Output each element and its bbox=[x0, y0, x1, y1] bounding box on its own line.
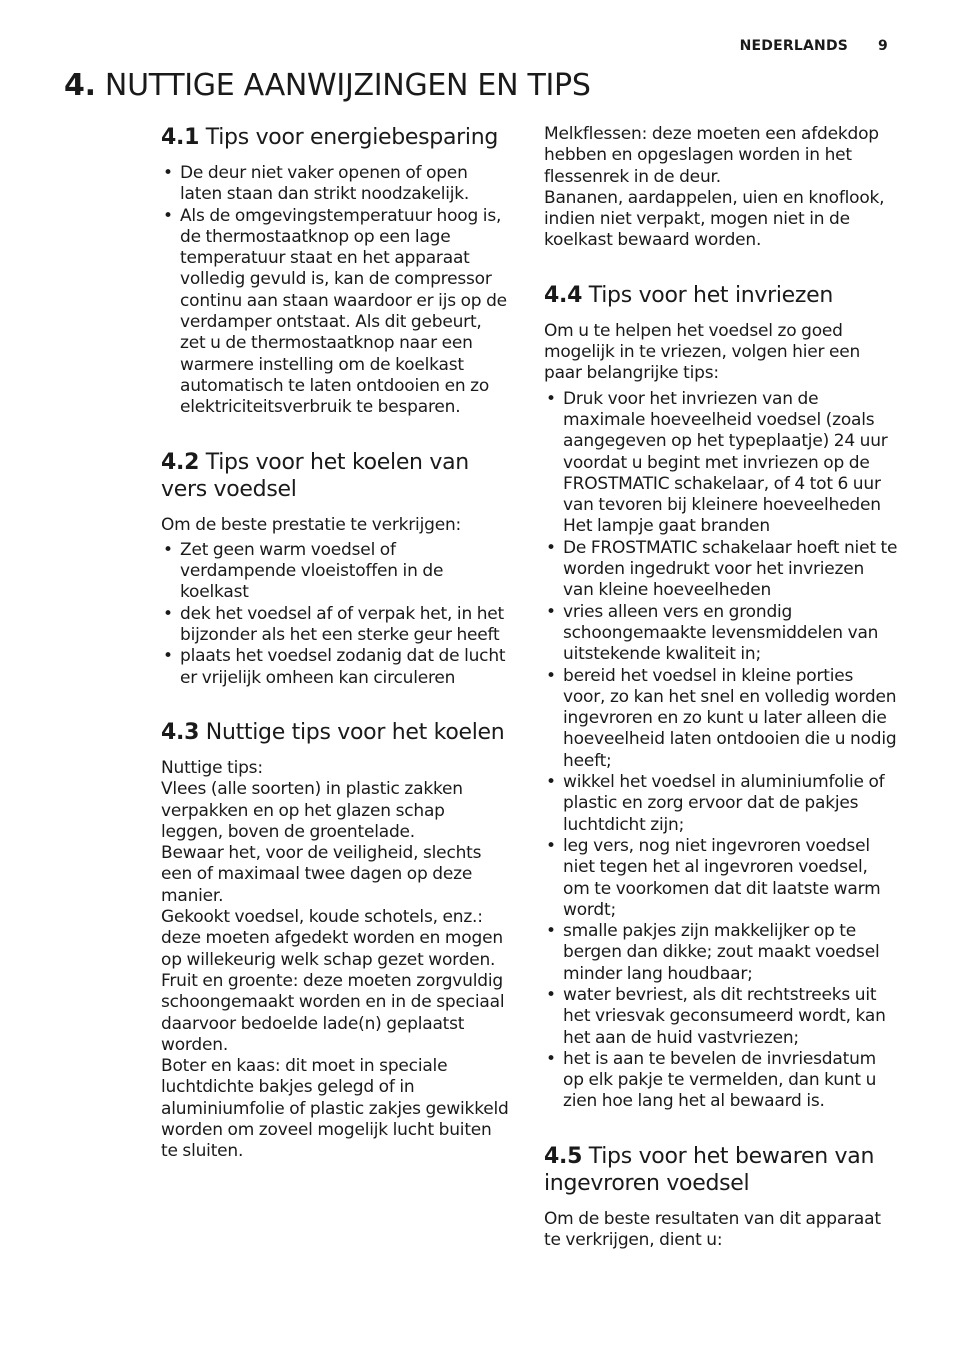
section-fresh-food bbox=[161, 449, 511, 689]
section-title: Tips voor het koelen van vers voedsel bbox=[161, 449, 469, 502]
list-item: • smalle pakjes zijn makkelijker op te bergen dan dikke; zout maakt voedsel minder lang houdbaar; bbox=[544, 921, 899, 985]
left-column bbox=[161, 124, 511, 1193]
section-cooling-tips-continued bbox=[544, 124, 899, 252]
section-title: Nuttige tips voor het koelen bbox=[205, 719, 505, 745]
section-number: 4.1 bbox=[161, 125, 200, 150]
page-number: 9 bbox=[878, 38, 888, 54]
section-title: Tips voor energiebesparing bbox=[205, 125, 499, 150]
bullet-list bbox=[544, 389, 899, 1113]
chapter-number: 4. bbox=[64, 68, 96, 103]
paragraph: Vlees (alle soorten) in plastic zakken verpakken en op het glazen schap leggen, boven de groentelade. bbox=[161, 779, 463, 842]
list-item: • dek het voedsel af of verpak het, in het bijzonder als het een sterke geur heeft bbox=[161, 604, 511, 647]
section-heading bbox=[161, 124, 511, 151]
page-header bbox=[740, 38, 888, 54]
section-number: 4.5 bbox=[544, 1143, 583, 1169]
list-item: • Als de omgevingstemperatuur hoog is, de thermostaatknop op een lage temperatuur staat en het apparaat volledig gevuld is, kan de compressor continu aan staan waardoor er ijs op de verdamper ontstaat. Als dit gebeurt, zet u de thermostaatknop naar een warmere instelling om de koelkast automatisch te laten ontdooien en zo elektriciteitsverbruik te besparen. bbox=[161, 206, 511, 419]
section-heading bbox=[161, 449, 511, 503]
section-intro: Om u te helpen het voedsel zo goed mogelijk in te vriezen, volgen hier een paar belangrijke tips: bbox=[544, 320, 861, 384]
paragraph: Bewaar het, voor de veiligheid, slechts een of maximaal twee dagen op deze manier. bbox=[161, 843, 482, 906]
section-cooling-tips bbox=[161, 719, 511, 1163]
section-storing-frozen bbox=[544, 1143, 899, 1252]
bullet-list bbox=[161, 163, 511, 419]
chapter-title bbox=[64, 68, 591, 103]
bullet-list bbox=[161, 540, 511, 689]
list-item: • vries alleen vers en grondig schoongemaakte levensmiddelen van uitstekende kwaliteit in; bbox=[544, 602, 899, 666]
section-number: 4.4 bbox=[544, 282, 583, 308]
list-item: • bereid het voedsel in kleine porties voor, zo kan het snel en volledig worden ingevroren en zo kunt u later alleen die hoeveelheid laten ontdooien die u nodig heeft; bbox=[544, 666, 899, 772]
paragraph: Nuttige tips: bbox=[161, 757, 263, 778]
right-column bbox=[544, 124, 899, 1281]
chapter-title-text: NUTTIGE AANWIJZINGEN EN TIPS bbox=[104, 68, 591, 103]
section-title: Tips voor het invriezen bbox=[588, 282, 834, 308]
list-item: • Zet geen warm voedsel of verdampende vloeistoffen in de koelkast bbox=[161, 540, 511, 604]
section-title: Tips voor het bewaren van ingevroren voedsel bbox=[544, 1143, 875, 1196]
paragraph: Gekookt voedsel, koude schotels, enz.: deze moeten afgedekt worden en mogen op willekeurig welk schap gezet worden. bbox=[161, 907, 503, 970]
paragraph: Melkflessen: deze moeten een afdekdop hebben en opgeslagen worden in het flessenrek in de deur. bbox=[544, 124, 879, 187]
list-item: • wikkel het voedsel in aluminiumfolie of plastic en zorg ervoor dat de pakjes luchtdicht zijn; bbox=[544, 772, 899, 836]
paragraph: Boter en kaas: dit moet in speciale luchtdichte bakjes gelegd of in aluminiumfolie of plastic zakjes gewikkeld worden om zoveel mogelijk lucht buiten te sluiten. bbox=[161, 1056, 509, 1162]
paragraph: Fruit en groente: deze moeten zorgvuldig schoongemaakt worden en in de speciaal daarvoor bedoelde lade(n) geplaatst worden. bbox=[161, 970, 505, 1055]
list-item: • De deur niet vaker openen of open laten staan dan strikt noodzakelijk. bbox=[161, 163, 511, 206]
section-freezing bbox=[544, 282, 899, 1113]
section-heading bbox=[544, 282, 899, 309]
section-energy-saving bbox=[161, 124, 511, 419]
section-heading bbox=[161, 719, 511, 746]
list-item: • Druk voor het invriezen van de maximale hoeveelheid voedsel (zoals aangegeven op het typeplaatje) 24 uur voordat u begint met invriezen op de FROSTMATIC schakelaar, of 4 tot 6 uur van tevoren bij kleinere hoeveelheden Het lampje gaat branden bbox=[544, 389, 899, 538]
list-item: • leg vers, nog niet ingevroren voedsel niet tegen het al ingevroren voedsel, om te voorkomen dat dit laatste warm wordt; bbox=[544, 836, 899, 921]
list-item: • plaats het voedsel zodanig dat de lucht er vrijelijk omheen kan circuleren bbox=[161, 646, 511, 689]
section-number: 4.2 bbox=[161, 449, 200, 475]
list-item: • water bevriest, als dit rechtstreeks uit het vriesvak geconsumeerd wordt, kan het aan de huid vastvriezen; bbox=[544, 985, 899, 1049]
paragraph: Bananen, aardappelen, uien en knoflook, indien niet verpakt, mogen niet in de koelkast bewaard worden. bbox=[544, 187, 885, 251]
section-intro: Om de beste resultaten van dit apparaat te verkrijgen, dient u: bbox=[544, 1208, 881, 1251]
header-language: NEDERLANDS bbox=[739, 38, 849, 54]
section-heading bbox=[544, 1143, 899, 1197]
list-item: • het is aan te bevelen de invriesdatum op elk pakje te vermelden, dan kunt u zien hoe lang het al bewaard is. bbox=[544, 1049, 899, 1113]
section-number: 4.3 bbox=[161, 719, 200, 745]
list-item: • De FROSTMATIC schakelaar hoeft niet te worden ingedrukt voor het invriezen van kleine hoeveelheden bbox=[544, 538, 899, 602]
section-intro: Om de beste prestatie te verkrijgen: bbox=[161, 514, 462, 535]
